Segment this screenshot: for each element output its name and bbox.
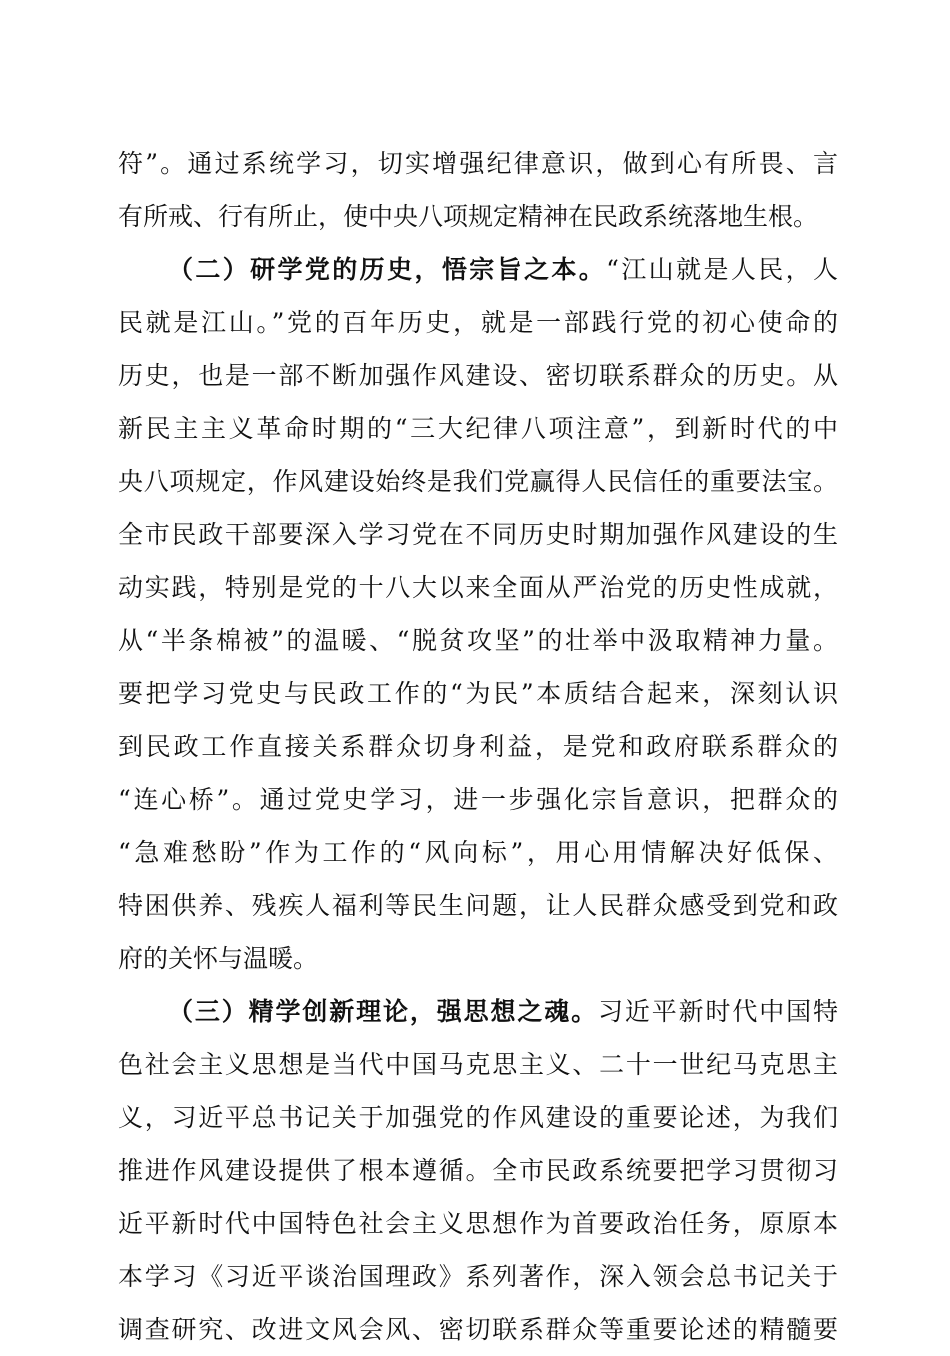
text-line: [118, 508, 838, 561]
section-heading: （三）精学创新理论，强思想之魂。: [168, 997, 598, 1026]
text-line: [118, 561, 838, 614]
text-line: [118, 1303, 838, 1356]
text-line: [118, 190, 838, 243]
text-line: [118, 137, 838, 190]
text-line: [118, 243, 838, 296]
line-text: 色社会主义思想是当代中国马克思主义、二十一世纪马克思主: [118, 1050, 838, 1079]
line-text: 符”。通过系统学习，切实增强纪律意识，做到心有所畏、言: [118, 149, 838, 178]
body-text: [118, 137, 838, 1356]
text-line: [118, 879, 838, 932]
text-line: [118, 985, 838, 1038]
text-line: [118, 402, 838, 455]
line-text: “江山就是人民，人: [606, 255, 838, 284]
line-text: 历史，也是一部不断加强作风建设、密切联系群众的历史。从: [118, 361, 838, 390]
text-line: [118, 296, 838, 349]
line-text: 民就是江山。”党的百年历史，就是一部践行党的初心使命的: [118, 308, 838, 337]
text-line: [118, 932, 838, 985]
line-text: 推进作风建设提供了根本遵循。全市民政系统要把学习贯彻习: [118, 1156, 838, 1185]
line-text: “连心桥”。通过党史学习，进一步强化宗旨意识，把群众的: [118, 785, 838, 814]
text-line: [118, 667, 838, 720]
line-text: 习近平新时代中国特: [597, 997, 838, 1026]
line-text: “急难愁盼”作为工作的“风向标”，用心用情解决好低保、: [118, 838, 838, 867]
line-text: 义，习近平总书记关于加强党的作风建设的重要论述，为我们: [118, 1103, 838, 1132]
line-text: 到民政工作直接关系群众切身利益，是党和政府联系群众的: [118, 732, 838, 761]
text-line: [118, 773, 838, 826]
text-line: [118, 720, 838, 773]
line-text: 府的关怀与温暖。: [118, 944, 319, 973]
line-text: 调查研究、改进文风会风、密切联系群众等重要论述的精髓要: [118, 1315, 838, 1344]
text-line: [118, 614, 838, 667]
line-text: 央八项规定，作风建设始终是我们党赢得人民信任的重要法宝。: [118, 467, 838, 496]
line-text: 要把学习党史与民政工作的“为民”本质结合起来，深刻认识: [118, 679, 838, 708]
text-line: [118, 1144, 838, 1197]
text-line: [118, 455, 838, 508]
text-line: [118, 1197, 838, 1250]
line-text: 全市民政干部要深入学习党在不同历史时期加强作风建设的生: [118, 520, 838, 549]
section-heading: （二）研学党的历史，悟宗旨之本。: [168, 255, 607, 284]
text-line: [118, 826, 838, 879]
line-text: 从“半条棉被”的温暖、“脱贫攻坚”的壮举中汲取精神力量。: [118, 626, 838, 655]
line-text: 动实践，特别是党的十八大以来全面从严治党的历史性成就，: [118, 573, 838, 602]
line-text: 本学习《习近平谈治国理政》系列著作，深入领会总书记关于: [118, 1262, 838, 1291]
line-text: 特困供养、残疾人福利等民生问题，让人民群众感受到党和政: [118, 891, 838, 920]
text-line: [118, 1250, 838, 1303]
text-line: [118, 1038, 838, 1091]
text-line: [118, 1091, 838, 1144]
line-text: 近平新时代中国特色社会主义思想作为首要政治任务，原原本: [118, 1209, 838, 1238]
text-line: [118, 349, 838, 402]
line-text: 新民主主义革命时期的“三大纪律八项注意”，到新时代的中: [118, 414, 838, 443]
line-text: 有所戒、行有所止，使中央八项规定精神在民政系统落地生根。: [118, 202, 819, 231]
